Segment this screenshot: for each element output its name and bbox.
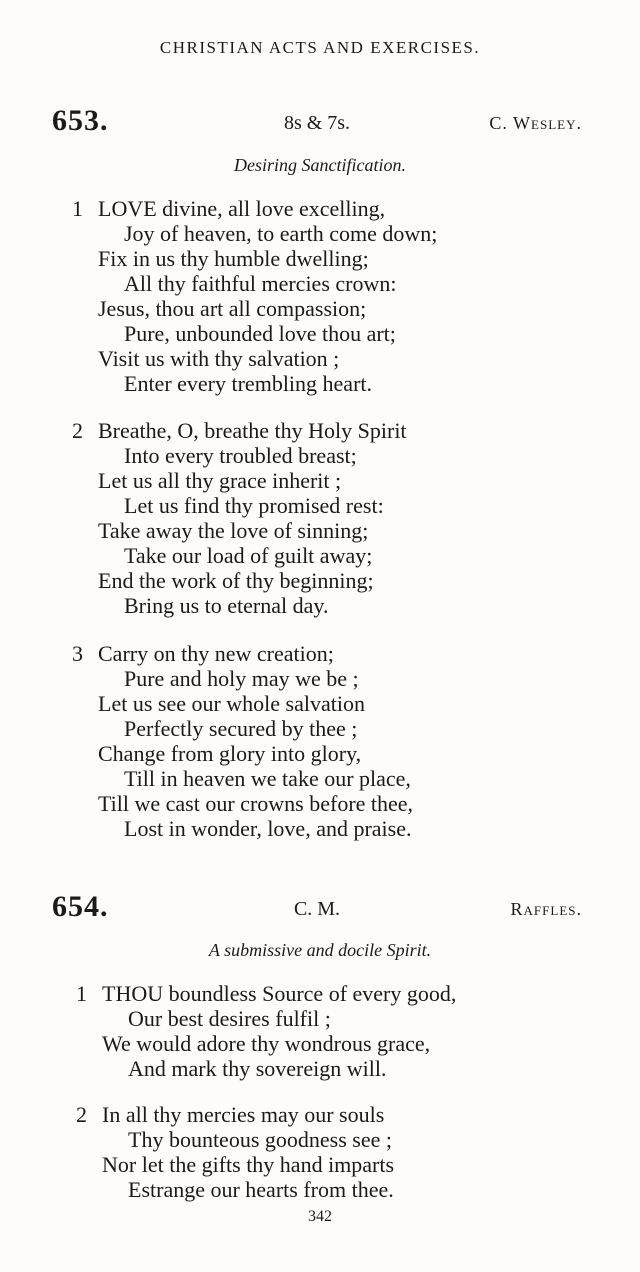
stanza-number: 1 [76,981,87,1006]
hymn-author: Raffles. [510,899,582,919]
page-number: 342 [308,1208,332,1225]
verse-line: Joy of heaven, to earth come down; [124,221,438,246]
verse-line: Let us all thy grace inherit ; [98,468,342,493]
verse-line: Nor let the gifts thy hand imparts [102,1152,395,1177]
verse-line: Visit us with thy salvation ; [98,346,340,371]
verse-line [76,1102,394,1127]
stanza [0,981,457,1081]
verse-line: Take our load of guilt away; [124,543,373,568]
verse-text: LOVE divine, all love excelling, [98,196,386,221]
verse-line: Pure and holy may we be ; [124,666,359,691]
verse-line: Jesus, thou art all compassion; [98,296,367,321]
hymn-subtitle: Desiring Sanctification. [234,155,406,175]
stanza-number: 3 [72,641,83,666]
stanza [0,641,414,841]
verse-line [72,641,413,666]
verse-text: In all thy mercies may our souls [102,1102,385,1127]
verse-line [72,196,411,221]
verse-line: Take away the love of sinning; [98,518,369,543]
verse-line: Change from glory into glory, [98,741,362,766]
verse-line: Fix in us thy humble dwelling; [98,246,369,271]
verse-line: All thy faithful mercies crown: [124,271,397,296]
verse-text: THOU boundless Source of every good, [102,981,457,1006]
verse-line: Let us find thy promised rest: [124,493,384,518]
hymn-subtitle: A submissive and docile Spirit. [208,940,432,960]
verse-line: Till we cast our crowns before thee, [98,791,414,816]
hymn-number: 654. [52,890,109,923]
hymn-meter: 8s & 7s. [283,112,351,134]
verse-line: Perfectly secured by thee ; [124,716,358,741]
verse-line: Enter every trembling heart. [124,371,373,396]
verse-line: Let us see our whole salvation [98,691,365,716]
hymn-header [52,890,582,924]
verse-line: Our best desires fulfil ; [128,1006,331,1031]
verse-line [76,981,457,1006]
stanza [0,196,438,396]
running-head: CHRISTIAN ACTS AND EXERCISES. [159,38,481,57]
verse-line [72,418,407,443]
stanza [0,418,407,618]
verse-line: And mark thy sovereign will. [128,1056,387,1081]
hymn-author: C. Wesley. [489,113,582,133]
verse-line: Bring us to eternal day. [124,593,329,618]
verse-text: Carry on thy new creation; [98,641,334,666]
verse-line: Lost in wonder, love, and praise. [124,816,412,841]
verse-text: Breathe, O, breathe thy Holy Spirit [98,418,407,443]
stanza-number: 2 [76,1102,87,1127]
hymn-meter: C. M. [293,898,341,920]
stanza-number: 2 [72,418,83,443]
verse-line: We would adore thy wondrous grace, [102,1031,431,1056]
hymn-header [52,104,582,138]
verse-line: Estrange our hearts from thee. [128,1177,394,1202]
verse-line: Into every troubled breast; [124,443,357,468]
verse-line: End the work of thy beginning; [98,568,374,593]
verse-line: Thy bounteous goodness see ; [128,1127,392,1152]
stanza [0,1102,395,1202]
verse-line: Till in heaven we take our place, [124,766,411,791]
stanza-number: 1 [72,196,83,221]
verse-line: Pure, unbounded love thou art; [124,321,396,346]
hymn-number: 653. [52,104,109,137]
